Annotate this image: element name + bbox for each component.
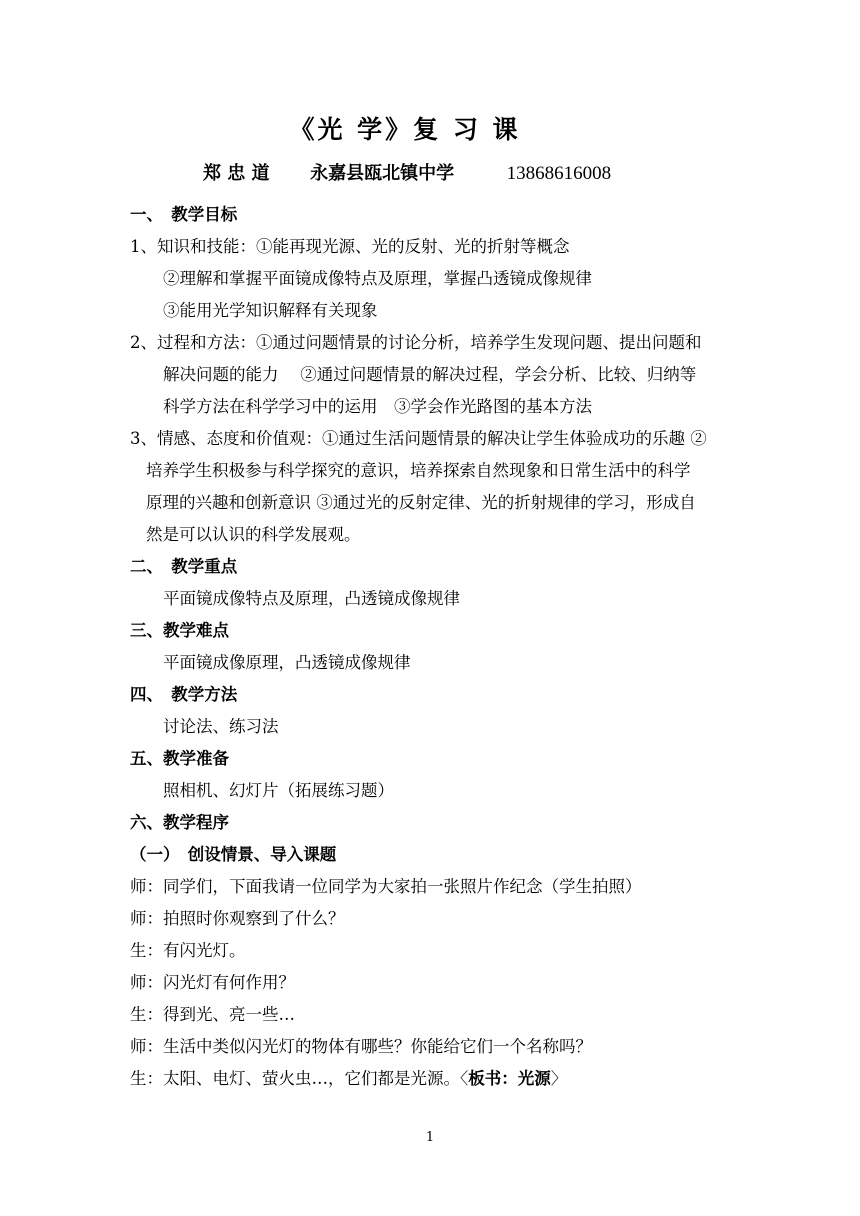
dialog-line: 师：闪光灯有何作用？ bbox=[130, 973, 295, 992]
page-title: 《光 学》复 习 课 bbox=[289, 115, 521, 144]
author-school: 永嘉县瓯北镇中学 bbox=[310, 163, 455, 184]
dialog-line: 师：拍照时你观察到了什么？ bbox=[130, 909, 345, 928]
paragraph-line: 2、过程和方法：①通过问题情景的讨论分析，培养学生发现问题、提出问题和 bbox=[130, 333, 702, 352]
author-line bbox=[203, 159, 611, 185]
paragraph-line: 照相机、幻灯片（拓展练习题） bbox=[163, 781, 394, 800]
subsection-heading: （一） 创设情景、导入课题 bbox=[130, 845, 337, 864]
dialog-line: 师：生活中类似闪光灯的物体有哪些？你能给它们一个名称吗？ bbox=[130, 1037, 592, 1056]
section-heading-preparation: 五、教学准备 bbox=[130, 749, 229, 768]
paragraph-line: 培养学生积极参与科学探究的意识，培养探索自然现象和日常生活中的科学 bbox=[146, 461, 691, 480]
board-note: 板书：光源 bbox=[468, 1069, 551, 1088]
section-heading-objectives: 一、 教学目标 bbox=[130, 205, 238, 224]
page-number: 1 bbox=[425, 1130, 435, 1145]
paragraph-line: 原理的兴趣和创新意识 ③通过光的反射定律、光的折射规律的学习，形成自 bbox=[146, 493, 696, 512]
paragraph-line: 平面镜成像原理，凸透镜成像规律 bbox=[163, 653, 411, 672]
paragraph-line: 科学方法在科学学习中的运用 ③学会作光路图的基本方法 bbox=[163, 397, 592, 416]
paragraph-line: ②理解和掌握平面镜成像特点及原理，掌握凸透镜成像规律 bbox=[163, 269, 592, 288]
dialog-line: 生：得到光、亮一些… bbox=[130, 1005, 295, 1024]
dialog-line: 生：有闪光灯。 bbox=[130, 941, 246, 960]
section-heading-procedure: 六、教学程序 bbox=[130, 813, 229, 832]
section-heading-methods: 四、 教学方法 bbox=[130, 685, 238, 704]
paragraph-line: 解决问题的能力 ②通过问题情景的解决过程，学会分析、比较、归纳等 bbox=[163, 365, 697, 384]
author-name: 郑 忠 道 bbox=[203, 163, 270, 184]
paragraph-line: 1、知识和技能：①能再现光源、光的反射、光的折射等概念 bbox=[130, 237, 570, 256]
section-heading-difficulties: 三、教学难点 bbox=[130, 621, 229, 640]
section-heading-key-points: 二、 教学重点 bbox=[130, 557, 238, 576]
dialog-line bbox=[130, 1067, 567, 1091]
paragraph-line: ③能用光学知识解释有关现象 bbox=[163, 301, 378, 320]
paragraph-line: 3、情感、态度和价值观：①通过生活问题情景的解决让学生体验成功的乐趣 ② bbox=[130, 429, 707, 448]
dialog-text: 生：太阳、电灯、萤火虫…，它们都是光源。〈 bbox=[130, 1069, 469, 1088]
paragraph-line: 然是可以认识的科学发展观。 bbox=[146, 525, 361, 544]
dialog-text-end: 〉 bbox=[550, 1069, 568, 1088]
paragraph-line: 平面镜成像特点及原理，凸透镜成像规律 bbox=[163, 589, 460, 608]
author-phone: 13868616008 bbox=[506, 163, 612, 184]
paragraph-line: 讨论法、练习法 bbox=[163, 717, 279, 736]
dialog-line: 师：同学们，下面我请一位同学为大家拍一张照片作纪念（学生拍照） bbox=[130, 877, 642, 896]
